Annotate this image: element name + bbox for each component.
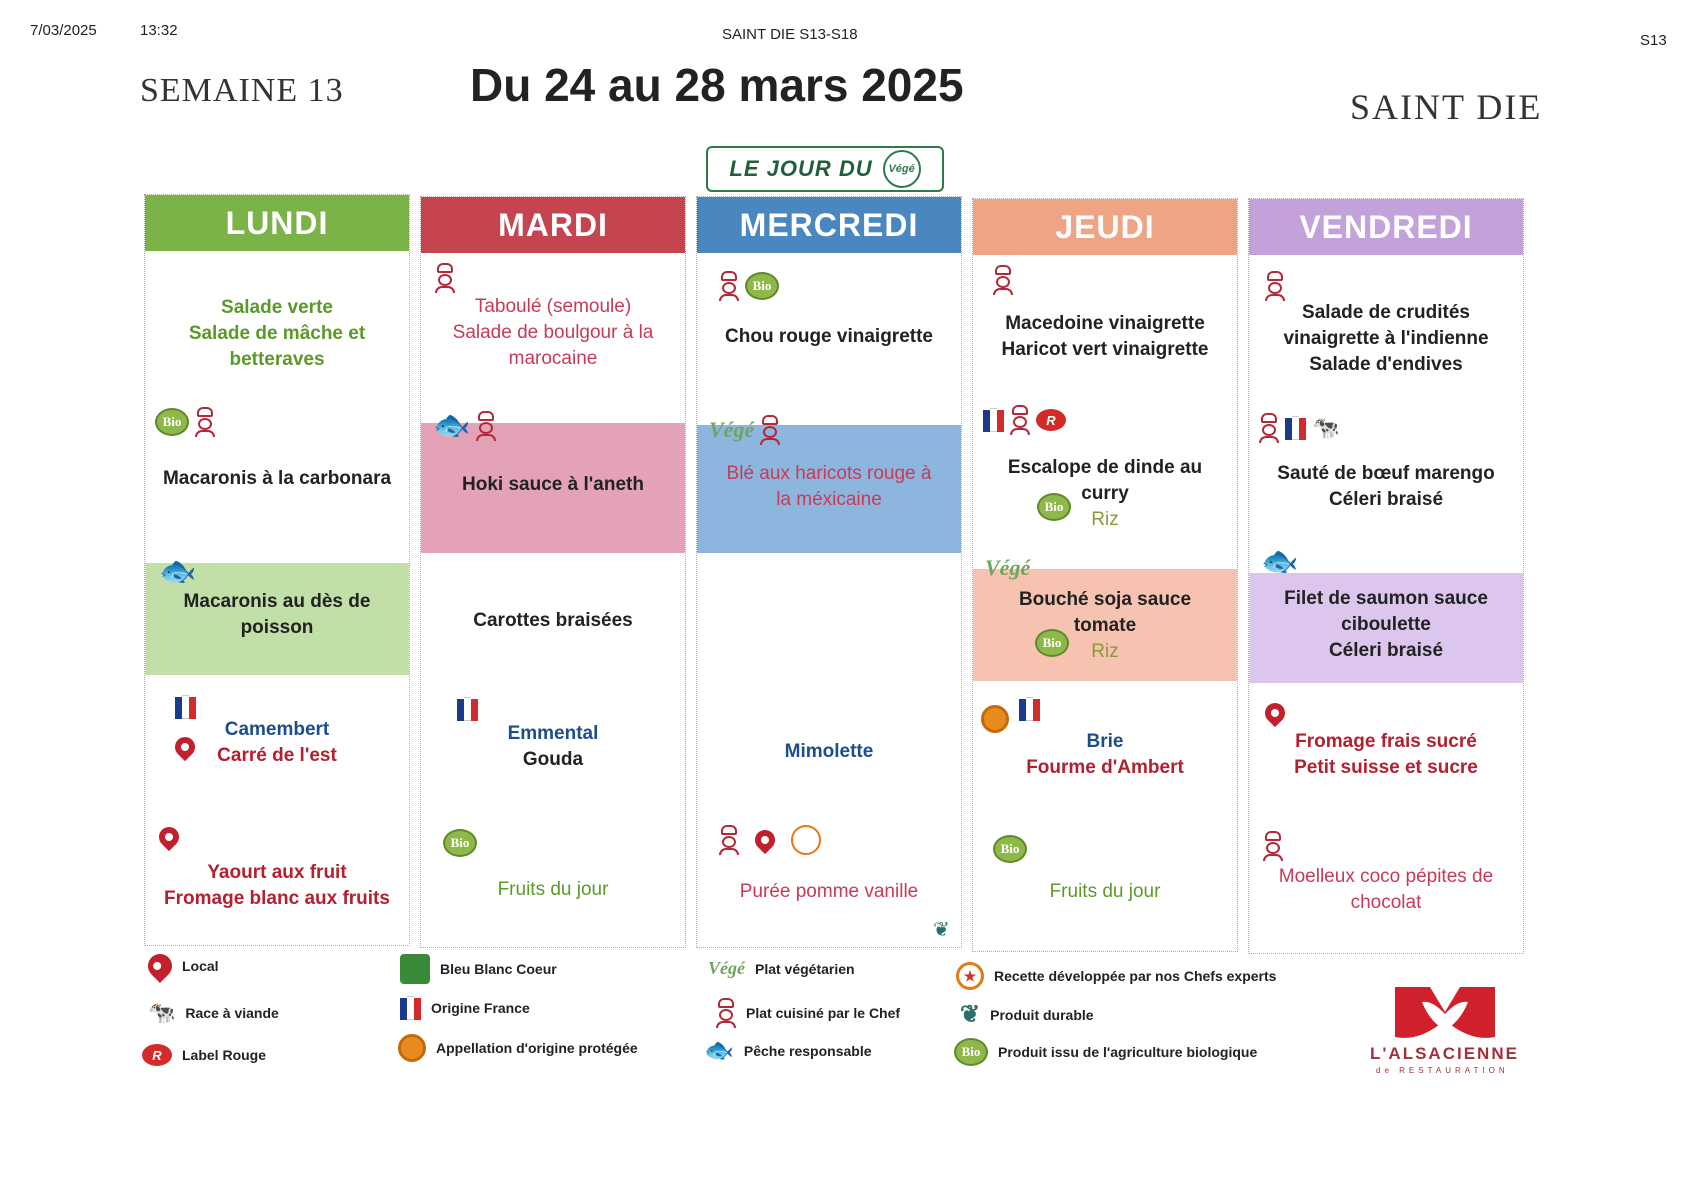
bio-icon: Bio	[993, 835, 1027, 863]
bio-icon: Bio	[443, 829, 477, 857]
plat-cell: Macaronis à la carbonara	[162, 468, 392, 489]
print-date: 7/03/2025	[30, 22, 97, 39]
bio-icon: Bio	[1035, 629, 1069, 657]
legend-durable: ❦ Produit durable	[960, 1001, 1094, 1028]
aop-icon	[398, 1034, 426, 1062]
chef-icon	[716, 998, 736, 1028]
dessert-cell: Purée pomme vanille	[739, 881, 919, 902]
fish-icon: 🐟	[1261, 545, 1299, 578]
local-pin-icon	[155, 823, 183, 851]
plat-cell: Escalope de dinde au curry	[1007, 457, 1203, 504]
chef-icon	[435, 263, 455, 293]
plat-side: Riz	[1091, 509, 1119, 530]
legend-bio: Bio Produit issu de l'agriculture biologique	[954, 1038, 1257, 1066]
week-label: SEMAINE 13	[140, 72, 344, 109]
france-flag-icon	[400, 996, 421, 1020]
plat-cell: Sauté de bœuf marengo Céleri braisé	[1277, 463, 1495, 510]
day-column-mercredi	[696, 196, 962, 948]
doc-title: SAINT DIE S13-S18	[722, 26, 858, 43]
legend-aop: Appellation d'origine protégée	[398, 1034, 638, 1062]
chef-icon	[476, 411, 496, 441]
day-column-mardi	[420, 196, 686, 948]
day-header: LUNDI	[145, 195, 409, 251]
alt-cell: Filet de saumon sauce ciboulette Céleri braisé	[1284, 588, 1488, 661]
fromage-cell: Emmental Gouda	[507, 723, 599, 770]
alt-cell: Bouché soja sauce tomate	[1018, 589, 1192, 636]
entree-cell: Salade verte Salade de mâche et betteraves	[188, 297, 366, 370]
legend-label-rouge: R Label Rouge	[142, 1044, 266, 1066]
vege-circle-icon: Végé	[883, 150, 921, 188]
label-rouge-icon: R	[142, 1044, 172, 1066]
alt-cell: Macaronis au dès de poisson	[183, 591, 371, 638]
legend-origine: Origine France	[400, 996, 530, 1020]
day-header: JEUDI	[973, 199, 1237, 255]
city-label: SAINT DIE	[1350, 87, 1543, 127]
vege-icon: Végé	[709, 417, 755, 442]
dessert-cell: Fruits du jour	[1049, 881, 1161, 902]
chef-icon	[1265, 271, 1285, 301]
legend-bbc: Bleu Blanc Coeur	[400, 954, 557, 984]
bio-icon: Bio	[954, 1038, 988, 1066]
page-title: Du 24 au 28 mars 2025	[470, 59, 964, 111]
logo-name: L'ALSACIENNE	[1370, 1044, 1519, 1063]
leaf-icon: ❦	[960, 1001, 981, 1028]
legend-race: 🐄 Race à viande	[148, 1000, 279, 1025]
chef-icon	[719, 271, 739, 301]
fish-icon: 🐟	[704, 1037, 734, 1064]
jour-du-label: LE JOUR DU	[729, 156, 873, 181]
day-header: VENDREDI	[1249, 199, 1523, 255]
dessert-cell: Fruits du jour	[497, 879, 609, 900]
day-column-jeudi	[972, 198, 1238, 952]
day-header: MARDI	[421, 197, 685, 253]
plat-icons	[155, 407, 215, 437]
france-flag-icon	[983, 408, 1004, 432]
print-time: 13:32	[140, 22, 178, 39]
fromage-cell: Brie Fourme d'Ambert	[1026, 731, 1184, 778]
bleu-blanc-coeur-icon	[400, 954, 430, 984]
chef-icon	[1259, 413, 1279, 443]
label-rouge-icon: R	[1036, 409, 1066, 431]
fish-icon: 🐟	[159, 555, 197, 588]
bio-icon: Bio	[745, 272, 779, 300]
alt-cell: Carottes braisées	[473, 610, 633, 631]
day-column-vendredi	[1248, 198, 1524, 954]
fromage-cell: Mimolette	[784, 741, 874, 762]
legend-vege: Végé Plat végétarien	[708, 958, 855, 978]
dessert-cell: Moelleux coco pépites de chocolat	[1278, 866, 1494, 913]
legend-peche: 🐟 Pêche responsable	[704, 1037, 872, 1064]
jour-du-vege-badge	[706, 146, 944, 192]
entree-cell: Chou rouge vinaigrette	[725, 326, 933, 347]
leaf-icon: ❦	[933, 919, 950, 941]
france-flag-icon	[457, 697, 478, 721]
france-flag-icon	[1285, 416, 1306, 440]
france-flag-icon	[175, 695, 196, 719]
fromage-cell: Fromage frais sucré Petit suisse et sucre	[1294, 731, 1478, 778]
chef-icon	[760, 415, 780, 445]
chef-icon	[1010, 405, 1030, 435]
fish-icon: 🐟	[433, 409, 471, 442]
plat-cell: Hoki sauce à l'aneth	[462, 474, 644, 495]
alsacienne-logo	[1390, 982, 1500, 1042]
chef-icon	[1263, 831, 1283, 861]
logo-heart-icon	[1390, 982, 1500, 1042]
alt-side: Riz	[1091, 641, 1119, 662]
recipe-badge-icon	[791, 825, 821, 855]
entree-cell: Macedoine vinaigrette Haricot vert vinaigrette	[1001, 313, 1209, 360]
vege-icon: Végé	[708, 958, 745, 978]
fromage-cell: Camembert Carré de l'est	[217, 719, 337, 766]
entree-cell: Taboulé (semoule) Salade de boulgour à la marocaine	[452, 296, 654, 369]
day-column-lundi	[144, 194, 410, 946]
local-pin-icon	[751, 826, 779, 854]
chef-icon	[993, 265, 1013, 295]
cow-icon: 🐄	[1312, 415, 1340, 440]
legend-chef: Plat cuisiné par le Chef	[716, 998, 900, 1028]
chef-icon	[195, 407, 215, 437]
france-flag-icon	[1019, 697, 1040, 721]
chef-icon	[719, 825, 739, 855]
bio-icon: Bio	[1037, 493, 1071, 521]
vege-icon: Végé	[985, 555, 1031, 580]
dessert-cell: Yaourt aux fruit Fromage blanc aux fruits	[164, 862, 390, 909]
entree-cell: Salade de crudités vinaigrette à l'indienne Salade d'endives	[1283, 302, 1489, 375]
doc-code: S13	[1640, 32, 1667, 49]
cow-icon: 🐄	[148, 1000, 176, 1025]
recipe-star-icon: ★	[956, 962, 984, 990]
logo-sub: de RESTAURATION	[1376, 1066, 1509, 1075]
local-pin-icon	[1261, 699, 1289, 727]
legend-local: Local	[148, 954, 219, 978]
plat-cell: Blé aux haricots rouge à la méxicaine	[726, 463, 932, 510]
legend-recette: ★ Recette développée par nos Chefs experts	[956, 962, 1276, 990]
day-header: MERCREDI	[697, 197, 961, 253]
bio-icon: Bio	[155, 408, 189, 436]
local-pin-icon	[143, 949, 177, 983]
